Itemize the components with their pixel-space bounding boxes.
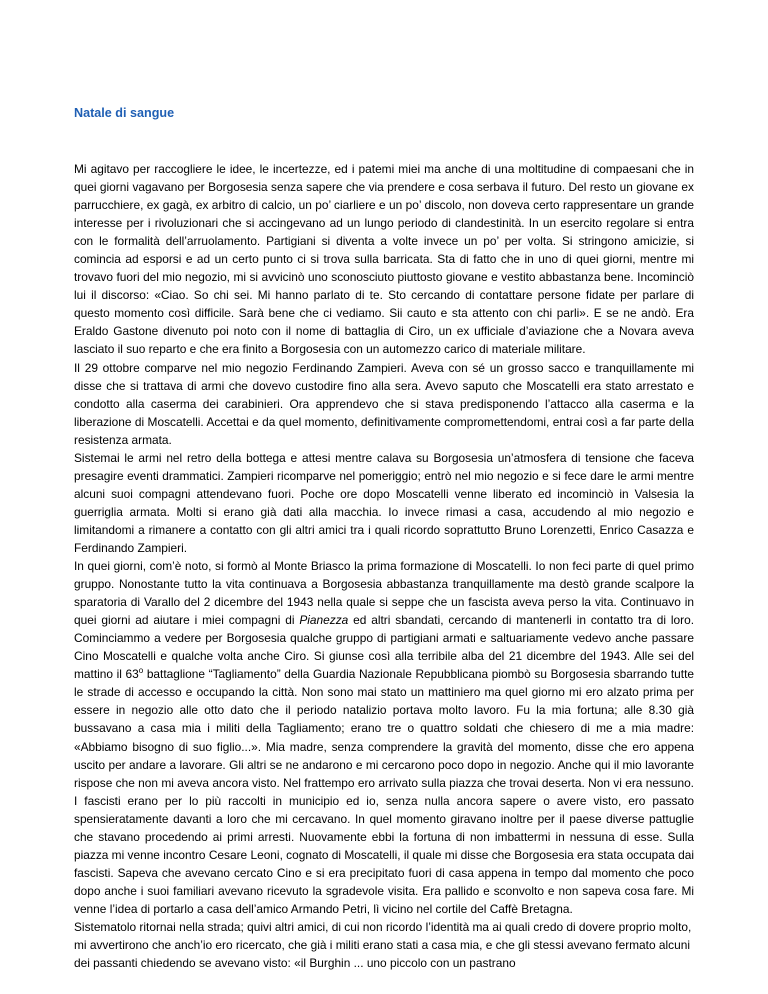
document-title: Natale di sangue [74,106,175,120]
paragraph-4-part-b: ed altri sbandati, cercando di mantenerli in contatto tra di loro. Cominciammo a vedere per Borgosesia qualche gruppo di partigiani armati e saltuariamente vedevo anche passare Cino Moscatelli e qualche volta anche Ciro. Si giunse così alla terribile alba del 21 dicembre del 1943. Alle sei del mattino il 63 [74,613,694,682]
paragraph-4-part-c: battaglione “Tagliamento” della Guardia Nazionale Repubblicana piombò su Borgosesia sbarrando tutte le strade di accesso e occupando la città. Non sono mai stato un mattiniero ma quel giorno mi ero alzato prima per essere in negozio alle otto dato che il periodo natalizio portava molto lavoro. Fu la mia fortuna; alle 8.30 già bussavano a casa mia i militi della Tagliamento; erano tre o quattro soldati che chiesero di me a mia madre: «Abbiamo bisogno di suo figlio...». Mia madre, senza comprendere la gravità del momento, disse che ero appena uscito per andare a lavorare. Gli altri se ne andarono e mi cercarono poco dopo in negozio. Anche qui il mio lavorante rispose che non mi aveva ancora visto. Nel frattempo ero arrivato sulla piazza che trovai deserta. Non vi era nessuno. I fascisti erano per lo più raccolti in municipio ed io, senza nulla ancora sapere o avere visto, ero passato spensieratamente davanti a loro che mi cercavano. In quel momento giravano inoltre per il paese diverse pattuglie che stavano procedendo ai primi arresti. Nuovamente ebbi la fortuna di non imbattermi in nessuna di esse. Sulla piazza mi venne incontro Cesare Leoni, cognato di Moscatelli, il quale mi disse che Borgosesia era stata occupata dai fascisti. Sapeva che avevano cercato Cino e si era precipitato fuori di casa appena in tempo dal momento che poco dopo anche i suoi familiari avevano ricevuto la sgradevole visita. Era pallido e sconvolto e non sapeva cosa fare. Mi venne l’idea di portarlo a casa dell’amico Armando Petri, lì vicino nel cortile del Caffè Bretagna. [74,667,694,916]
document-body [74,160,694,972]
paragraph-4-italic-word: Pianezza [299,613,349,628]
paragraph-5: Sistematolo ritornai nella strada; quivi altri amici, di cui non ricordo l’identità ma ai quali credo di dovere proprio molto, mi avvertirono che anch’io ero ricercato, che già i militi erano stati a casa mia, e che gli stessi avevano fermato alcuni dei passanti chiedendo se avevano visto: «il Burghin ... uno piccolo con un pastrano [74,919,692,971]
paragraph-2: Il 29 ottobre comparve nel mio negozio Ferdinando Zampieri. Aveva con sé un grosso sacco e tranquillamente mi disse che si trattava di armi che dovevo custodire fino alla sera. Avevo saputo che Moscatelli era stato arrestato e condotto alla caserma dei carabinieri. Ora apprendevo che si stava predisponendo l’attacco alla caserma e la liberazione di Moscatelli. Accettai e da quel momento, definitivamente compromettendomi, entrai così a far parte della resistenza armata. [74,360,694,447]
paragraph-3: Sistemai le armi nel retro della bottega e attesi mentre calava su Borgosesia un’atmosfera di tensione che faceva presagire eventi drammatici. Zampieri ricomparve nel pomeriggio; entrò nel mio negozio e si fece dare le armi mentre alcuni suoi compagni attendevano fuori. Poche ore dopo Moscatelli venne liberato ed incominciò in Valsesia la guerriglia armata. Molti si erano già dati alla macchia. Io invece rimasi a casa, accudendo al mio negozio e limitandomi a rimanere a contatto con gli altri amici tra i quali ricordo soprattutto Bruno Lorenzetti, Enrico Casazza e Ferdinando Zampieri. [74,450,694,555]
paragraph-1: Mi agitavo per raccogliere le idee, le incertezze, ed i patemi miei ma anche di una moltitudine di compaesani che in quei giorni vagavano per Borgosesia senza sapere che via prendere e cosa serbava il futuro. Del resto un giovane ex parrucchiere, ex gagà, ex arbitro di calcio, un po’ ciarliere e un po’ discolo, non doveva certo rappresentare un grande interesse per i rivoluzionari che si accingevano ad un lungo periodo di clandestinità. In un esercito regolare si entra con le formalità dell’arruolamento. Partigiani si diventa a volte invece un po’ per volta. Si stringono amicizie, si comincia ad esporsi e ad un certo punto ci si trova sulla barricata. Sta di fatto che in uno di quei giorni, mentre mi trovavo fuori del mio negozio, mi si avvicinò uno sconosciuto piuttosto giovane e vestito abbastanza bene. Incominciò lui il discorso: «Ciao. So chi sei. Mi hanno parlato di te. Sto cercando di contattare persone fidate per parlare di questo momento così difficile. Sarà bene che ci vediamo. Sii cauto e sta attento con chi parli». E se ne andò. Era Eraldo Gastone divenuto poi noto con il nome di battaglia di Ciro, un ex ufficiale d’aviazione che a Novara aveva lasciato il suo reparto e che era finito a Borgosesia con un automezzo carico di materiale militare. [74,162,694,357]
paragraph-4 [74,557,694,918]
superscript-ordinal: o [138,666,144,676]
paragraph-4-part-a: In quei giorni, com’è noto, si formò al Monte Briasco la prima formazione di Moscatelli. Io non feci parte di quel primo gruppo. Nonostante tutto la vita continuava a Borgosesia abbastanza tranquillamente ma destò grande scalpore la sparatoria di Varallo del 2 dicembre del 1943 nella quale si seppe che un fascista aveva perso la vita. Continuavo in quei giorni ad aiutare i miei compagni di [74,559,694,628]
